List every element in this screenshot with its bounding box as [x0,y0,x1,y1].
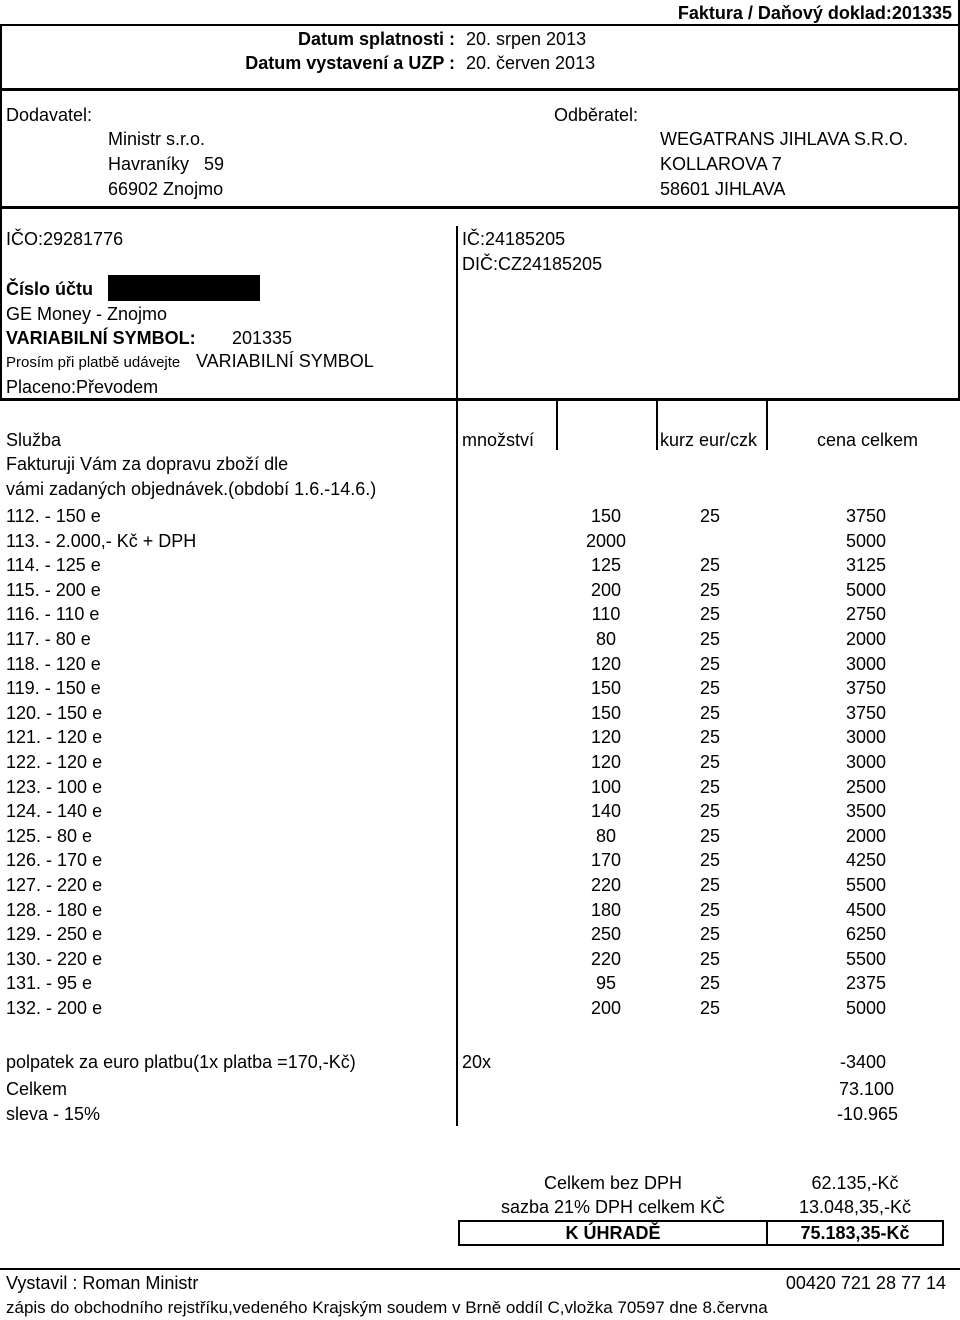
row-qty: 2000 [585,530,627,551]
row-amount: 6250 [845,924,886,945]
row-rate: 25 [699,604,721,625]
row-rate: 25 [699,727,721,748]
table-row [0,581,960,605]
row-qty: 125 [590,555,622,576]
row-qty: 170 [590,850,622,871]
row-amount: 5000 [845,579,886,600]
supplier-label: Dodavatel: [6,105,93,125]
row-amount: 3000 [845,752,886,772]
row-rate: 25 [699,629,721,649]
row-rate: 25 [699,702,721,723]
row-label: 129. - 250 e [6,924,103,945]
col-divider-4 [766,400,768,450]
row-amount: 2000 [845,629,886,649]
supplier-ico: IČO:29281776 [6,229,124,249]
row-rate: 25 [699,555,721,576]
table-row [0,974,960,998]
row-amount: 3750 [845,702,886,723]
row-amount: 3125 [845,555,886,576]
row-rate: 25 [699,899,721,920]
table-row [0,605,960,629]
top-border [0,24,960,26]
table-row [0,704,960,728]
row-label: 114. - 125 e [6,555,101,576]
payment-note-small: Prosím při platbě udávejte [6,354,181,371]
customer-name: WEGATRANS JIHLAVA S.R.O. [660,129,909,149]
row-label: 120. - 150 e [6,702,103,723]
row-qty: 150 [590,702,622,723]
col-divider-2 [556,400,558,450]
variable-symbol-value: 201335 [232,328,293,348]
middle-vertical-divider [456,226,458,400]
table-row [0,728,960,752]
row-amount: 2000 [845,825,886,846]
row-qty: 150 [590,506,622,526]
row-rate: 25 [699,506,721,526]
row-amount: 4250 [845,850,886,871]
table-row [0,507,960,531]
variable-symbol-label: VARIABILNÍ SYMBOL: [6,328,196,348]
left-border [0,24,2,400]
total-label: Celkem [6,1079,68,1099]
row-amount: 3750 [845,506,886,526]
header-divider [0,88,960,91]
surcharge-label: polpatek za euro platbu(1x platba =170,-Kč) [6,1052,356,1072]
row-amount: 5000 [845,998,886,1018]
row-amount: 2375 [845,973,886,994]
row-rate: 25 [699,924,721,945]
row-amount: 3500 [845,801,886,822]
row-label: 127. - 220 e [6,875,103,895]
row-label: 126. - 170 e [6,850,103,871]
table-row [0,778,960,802]
row-label: 122. - 120 e [6,752,103,772]
supplier-street: Havraníky 59 [108,154,225,174]
table-row [0,827,960,851]
issue-date-label: Datum vystavení a UZP : [245,53,455,73]
row-label: 123. - 100 e [6,776,103,797]
customer-city: 58601 JIHLAVA [660,179,786,199]
row-label: 115. - 200 e [6,579,101,600]
row-qty: 150 [590,678,622,699]
vat-label: sazba 21% DPH celkem KČ [500,1197,726,1217]
row-qty: 200 [590,579,622,600]
col-header-rate: kurz eur/czk [660,430,758,450]
row-rate: 25 [699,948,721,969]
table-row [0,901,960,925]
table-row [0,753,960,777]
customer-dic: DIČ:CZ24185205 [462,254,603,274]
row-rate: 25 [699,875,721,895]
row-qty: 120 [590,727,622,748]
row-qty: 200 [590,998,622,1018]
row-amount: 4500 [845,899,886,920]
section-bottom-border [0,398,960,401]
payment-note-rest: VARIABILNÍ SYMBOL [196,351,374,371]
due-date-value: 20. srpen 2013 [466,29,587,49]
table-row [0,999,960,1023]
row-qty: 110 [591,604,621,625]
row-rate: 25 [699,678,721,699]
issued-by: Vystavil : Roman Ministr [6,1273,199,1293]
row-label: 132. - 200 e [6,998,103,1018]
issuer-phone: 00420 721 28 77 14 [785,1273,946,1293]
row-qty: 120 [590,752,622,772]
row-qty: 80 [595,629,617,649]
issue-date-value: 20. červen 2013 [466,53,596,73]
footer-divider [0,1268,960,1270]
row-qty: 80 [595,825,617,846]
row-qty: 220 [590,948,622,969]
net-total-value: 62.135,-Kč [811,1173,899,1193]
row-amount: 3000 [845,653,886,674]
row-qty: 250 [590,924,622,945]
row-label: 124. - 140 e [6,801,103,822]
row-amount: 5000 [845,530,886,551]
row-rate: 25 [699,801,721,822]
registry-note: zápis do obchodního rejstříku,vedeného Krajským soudem v Brně oddíl C,vložka 70597 dne 8.června [6,1298,768,1317]
account-number-label: Číslo účtu [6,279,94,299]
surcharge-qty: 20x [462,1052,492,1072]
amount-due-label: K ÚHRADĚ [565,1223,661,1243]
amount-due-value: 75.183,35-Kč [800,1223,910,1243]
net-total-label: Celkem bez DPH [543,1173,683,1193]
payment-method: Placeno:Převodem [6,377,159,397]
party-divider [0,206,960,209]
row-rate: 25 [699,850,721,871]
row-qty: 95 [595,973,617,994]
table-row [0,851,960,875]
discount-amount: -10.965 [836,1104,898,1124]
col-header-qty: množství [462,430,535,450]
col-divider-3 [656,400,658,450]
row-rate: 25 [699,973,721,994]
table-row [0,630,960,654]
customer-ic: IČ:24185205 [462,229,566,249]
row-label: 117. - 80 e [6,629,91,649]
intro-line-2: vámi zadaných objednávek.(období 1.6.-14.6.) [6,479,377,499]
customer-street: KOLLAROVA 7 [660,154,782,174]
row-label: 112. - 150 e [6,506,101,526]
row-rate: 25 [699,998,721,1018]
table-row [0,950,960,974]
row-amount: 3000 [845,727,886,748]
table-row [0,556,960,580]
table-row [0,532,960,556]
row-amount: 5500 [845,948,886,969]
row-qty: 180 [590,899,622,920]
customer-label: Odběratel: [554,105,639,125]
row-label: 128. - 180 e [6,899,103,920]
row-label: 131. - 95 e [6,973,93,994]
row-qty: 140 [590,801,622,822]
row-label: 113. - 2.000,- Kč + DPH [6,530,197,551]
account-number-redaction [108,275,260,301]
row-qty: 220 [590,875,622,895]
row-rate: 25 [699,579,721,600]
row-label: 130. - 220 e [6,948,103,969]
discount-label: sleva - 15% [6,1104,101,1124]
row-rate: 25 [699,653,721,674]
table-row [0,925,960,949]
table-row [0,802,960,826]
row-label: 119. - 150 e [6,678,101,699]
table-row [0,679,960,703]
total-amount: 73.100 [838,1079,894,1099]
intro-line-1: Fakturuji Vám za dopravu zboží dle [6,454,289,474]
supplier-city: 66902 Znojmo [108,179,224,199]
vat-value: 13.048,35,-Kč [798,1197,912,1217]
row-label: 121. - 120 e [6,727,103,748]
table-row [0,655,960,679]
row-rate: 25 [699,825,721,846]
bank-name: GE Money - Znojmo [6,304,168,324]
col-header-total: cena celkem [816,430,918,450]
supplier-name: Ministr s.r.o. [108,129,206,149]
table-row [0,876,960,900]
due-date-label: Datum splatnosti : [297,29,455,49]
row-qty: 120 [590,653,622,674]
row-label: 116. - 110 e [6,604,100,625]
row-amount: 5500 [845,875,886,895]
row-amount: 2750 [845,604,886,625]
row-amount: 3750 [845,678,886,699]
row-label: 118. - 120 e [6,653,101,674]
row-qty: 100 [590,776,622,797]
row-amount: 2500 [845,776,886,797]
col-header-service: Služba [6,430,62,450]
row-rate: 25 [699,752,721,772]
document-title: Faktura / Daňový doklad:201335 [677,3,952,23]
row-label: 125. - 80 e [6,825,93,846]
row-rate: 25 [699,776,721,797]
surcharge-amount: -3400 [839,1052,886,1072]
